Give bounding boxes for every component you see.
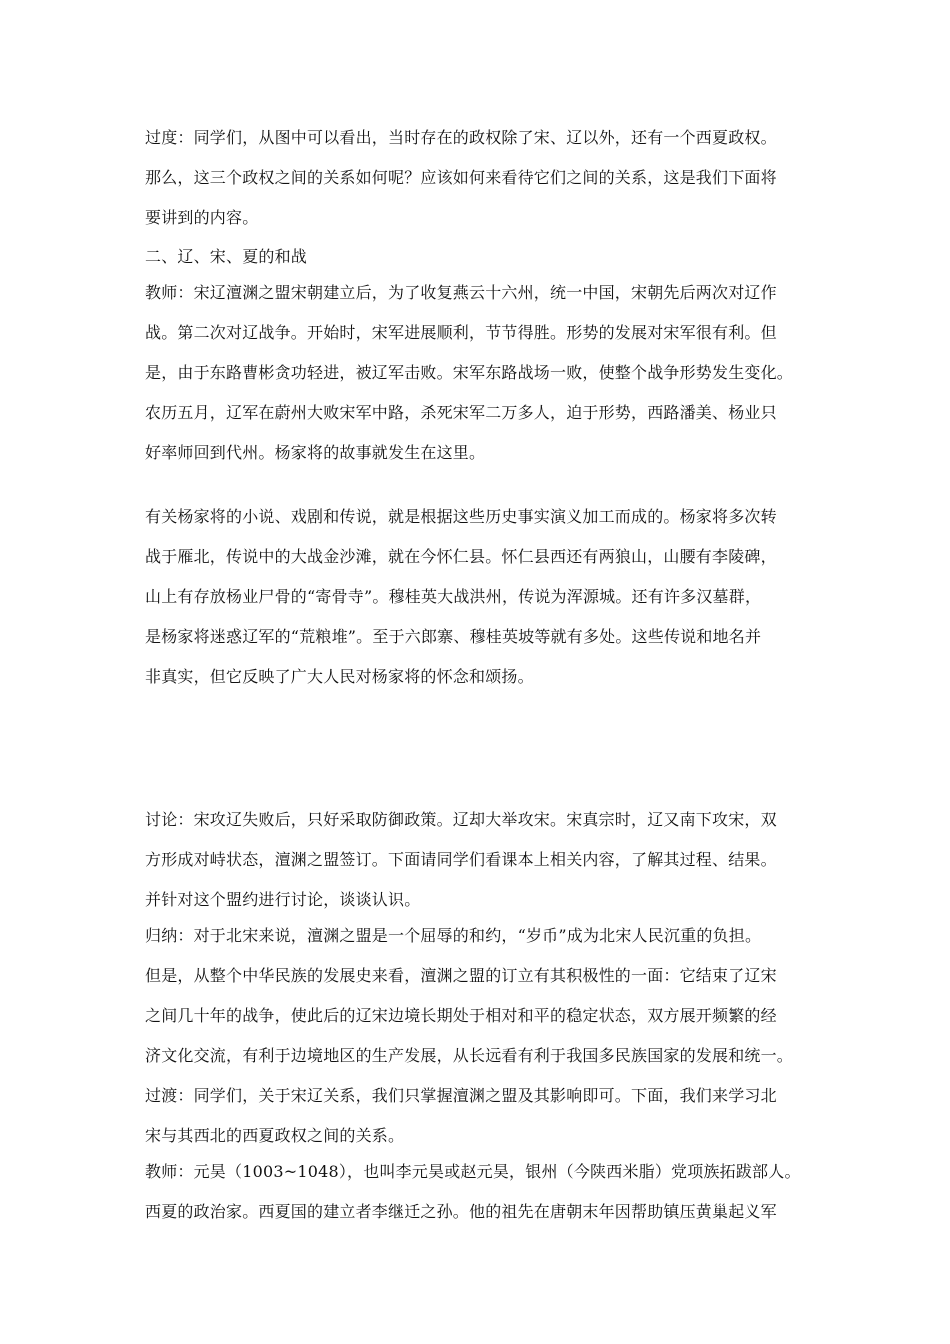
text-line: 归纳：对于北宋来说，澶渊之盟是一个屈辱的和约，“岁币”成为北宋人民沉重的负担。 xyxy=(145,926,762,945)
text-line: 过度：同学们，从图中可以看出，当时存在的政权除了宋、辽以外，还有一个西夏政权。 xyxy=(145,128,777,147)
text-line: 教师：元昊（1003~1048），也叫李元昊或赵元昊，银州（今陕西米脂）党项族拓跋部人。 xyxy=(145,1162,801,1181)
text-line: 山上有存放杨业尸骨的“寄骨寺”。穆桂英大战洪州，传说为浑源城。还有许多汉墓群， xyxy=(145,587,762,606)
text-line: 那么，这三个政权之间的关系如何呢？应该如何来看待它们之间的关系，这是我们下面将 xyxy=(145,168,777,187)
text-line: 过渡：同学们，关于宋辽关系，我们只掌握澶渊之盟及其影响即可。下面，我们来学习北 xyxy=(145,1086,777,1105)
text-line: 方形成对峙状态，澶渊之盟签订。下面请同学们看课本上相关内容，了解其过程、结果。 xyxy=(145,850,777,869)
text-line: 济文化交流，有利于边境地区的生产发展，从长远看有利于我国多民族国家的发展和统一。 xyxy=(145,1046,794,1065)
text-line: 要讲到的内容。 xyxy=(145,208,259,227)
text-line: 之间几十年的战争，使此后的辽宋边境长期处于相对和平的稳定状态，双方展开频繁的经 xyxy=(145,1006,777,1025)
text-line: 是，由于东路曹彬贪功轻进，被辽军击败。宋军东路战场一败，使整个战争形势发生变化。 xyxy=(145,363,794,382)
text-line: 非真实，但它反映了广大人民对杨家将的怀念和颂扬。 xyxy=(145,667,534,686)
text-line: 有关杨家将的小说、戏剧和传说，就是根据这些历史事实演义加工而成的。杨家将多次转 xyxy=(145,507,777,526)
text-line: 讨论：宋攻辽失败后，只好采取防御政策。辽却大举攻宋。宋真宗时，辽又南下攻宋，双 xyxy=(145,810,777,829)
text-line: 是杨家将迷惑辽军的“荒粮堆”。至于六郎寨、穆桂英坡等就有多处。这些传说和地名并 xyxy=(145,627,762,646)
text-line: 但是，从整个中华民族的发展史来看，澶渊之盟的订立有其积极性的一面：它结束了辽宋 xyxy=(145,966,777,985)
text-line: 宋与其西北的西夏政权之间的关系。 xyxy=(145,1126,405,1145)
text-line: 教师：宋辽澶渊之盟宋朝建立后，为了收复燕云十六州，统一中国，宋朝先后两次对辽作 xyxy=(145,283,777,302)
text-line: 战。第二次对辽战争。开始时，宋军进展顺利，节节得胜。形势的发展对宋军很有利。但 xyxy=(145,323,777,342)
text-line: 战于雁北，传说中的大战金沙滩，就在今怀仁县。怀仁县西还有两狼山，山腰有李陵碑， xyxy=(145,547,777,566)
text-line: 好率师回到代州。杨家将的故事就发生在这里。 xyxy=(145,443,486,462)
text-line: 农历五月，辽军在蔚州大败宋军中路，杀死宋军二万多人，迫于形势，西路潘美、杨业只 xyxy=(145,403,777,422)
section-heading: 二、辽、宋、夏的和战 xyxy=(145,247,308,266)
text-line: 并针对这个盟约进行讨论，谈谈认识。 xyxy=(145,890,421,909)
text-line: 西夏的政治家。西夏国的建立者李继迁之孙。他的祖先在唐朝末年因帮助镇压黄巢起义军 xyxy=(145,1202,777,1221)
